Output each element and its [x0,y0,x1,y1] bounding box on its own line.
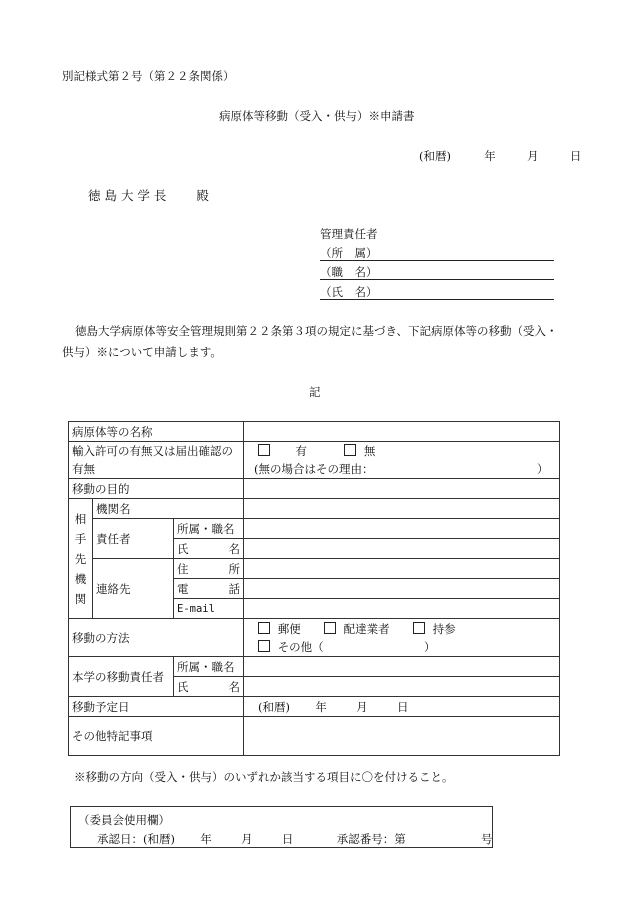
partner-affil-label: 所属・職名 [174,519,244,539]
schedule-era: (和暦) [258,699,291,714]
approval-number-label: 承認番号：第 [336,832,406,846]
partner-char-4: 機 [74,571,87,586]
other-open: その他（ [277,639,324,654]
addressee-honorific: 殿 [196,188,209,203]
date-year: 年 [484,149,496,163]
other-close: ） [424,639,436,654]
applicant-name-line [320,284,554,300]
applicant-affiliation-line [320,245,554,261]
address-label: 住 所 [174,559,244,579]
partner-name-field[interactable] [244,539,560,559]
phone-label: 電 話 [174,579,244,599]
approval-month: 月 [241,832,253,846]
import-permit-label-1: 輸入許可の有無又は届出確認の [72,444,233,458]
approval-year: 年 [200,832,212,846]
schedule-label: 移動予定日 [69,697,244,717]
institution-label: 機関名 [93,499,244,519]
applicant-position-label: （職 名） [320,265,378,279]
phone-field[interactable] [244,579,560,599]
addressee [88,186,209,204]
import-permit-field [244,442,560,479]
date-month: 月 [527,149,539,163]
contact-label: 連絡先 [93,559,174,619]
committee-heading: （委員会使用欄） [78,813,170,827]
institution-field[interactable] [244,499,560,519]
purpose-field[interactable] [244,479,560,499]
email-label: E-mail [174,599,244,619]
schedule-month: 月 [356,699,368,714]
mail-checkbox[interactable] [258,622,270,634]
our-affil-label: 所属・職名 [174,657,244,677]
import-permit-label [69,442,244,479]
application-table [68,421,560,756]
committee-approval-line [97,831,493,847]
body-text-2: 供与）※について申請します。 [62,345,222,359]
bring-label: 持参 [432,621,456,636]
our-name-field[interactable] [244,677,560,697]
date-line [419,148,581,164]
no-label: 無 [363,444,376,458]
reason-close: ） [537,462,549,476]
form-title: 病原体等移動（受入・供与）※申請書 [219,109,415,123]
body-text-1: 徳島大学病原体等安全管理規則第２２条第３項の規定に基づき、下記病原体等の移動（受入・ [75,324,558,338]
pathogen-name-field[interactable] [244,422,560,442]
date-era: (和暦) [419,149,451,163]
applicant-position-line [320,264,554,280]
our-name-label: 氏 名 [174,677,244,697]
partner-label [69,499,93,619]
reason-open: (無の場合はその理由： [254,462,374,476]
footnote: ※移動の方向（受入・供与）のいずれか該当する項目に〇を付けること。 [74,770,454,784]
partner-affil-field[interactable] [244,519,560,539]
schedule-day: 日 [396,699,409,714]
mail-label: 郵便 [277,621,301,636]
partner-char-3: 先 [74,551,87,566]
approval-number-suffix: 号 [481,832,493,846]
other-notes-label: その他特記事項 [69,717,244,756]
schedule-year: 年 [315,699,327,714]
yes-checkbox[interactable] [258,444,270,456]
courier-checkbox[interactable] [324,622,336,634]
partner-char-2: 手 [74,531,87,546]
import-permit-label-2: 有無 [72,462,95,476]
applicant-name-label: （氏 名） [320,285,378,299]
address-field[interactable] [244,559,560,579]
partner-char-5: 関 [74,591,87,606]
email-field[interactable] [244,599,560,619]
method-field [244,619,560,657]
other-notes-field[interactable] [244,717,560,756]
date-day: 日 [569,149,582,163]
bring-checkbox[interactable] [413,622,425,634]
method-label: 移動の方法 [69,619,244,657]
schedule-field[interactable] [244,697,560,717]
our-responsible-label: 本学の移動責任者 [69,657,174,697]
partner-char-1: 相 [74,511,87,526]
responsible-label: 責任者 [93,519,174,559]
pathogen-name-label: 病原体等の名称 [69,422,244,442]
purpose-label: 移動の目的 [69,479,244,499]
approval-date-label: 承認日：(和暦) [97,832,175,846]
courier-label: 配達業者 [343,621,390,636]
other-checkbox[interactable] [258,640,270,652]
applicant-affiliation-label: （所 属） [320,246,378,260]
applicant-heading: 管理責任者 [320,227,378,241]
committee-box [70,806,493,848]
partner-name-label: 氏 名 [174,539,244,559]
approval-day: 日 [281,832,294,846]
no-checkbox[interactable] [344,444,356,456]
form-number: 別記様式第２号（第２２条関係） [62,69,235,83]
our-affil-field[interactable] [244,657,560,677]
ki-heading: 記 [309,385,321,399]
addressee-name: 徳 島 大 学 長 [88,188,167,203]
yes-label: 有 [295,444,307,458]
